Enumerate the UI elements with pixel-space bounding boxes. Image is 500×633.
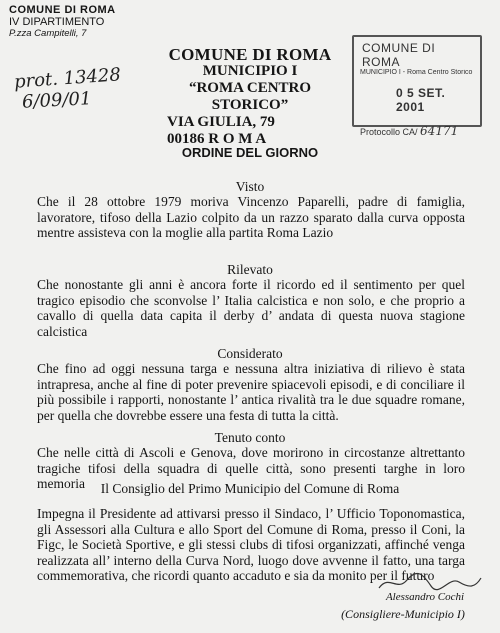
letterhead-centro-storico: “ROMA CENTRO STORICO” bbox=[188, 80, 312, 113]
resolution-text: Impegna il Presidente ad attivarsi presso il Sindaco, l’ Ufficio Toponomastica, gli Assessori alla Cultura e allo Sport del Comune di Roma, presso il Coni, la Figc, le Società Sportive, e gli stessi clubs di tifosi organizzati, affinché venga realizzata all’ interno della Curva Nord, luogo dove avvenne il fatto, una targa commemorativa, che ricordi quanto accaduto e sia da monito per il futuro bbox=[37, 506, 465, 584]
office-stamp-line3: P.zza Campitelli, 7 bbox=[9, 28, 87, 39]
office-stamp-line2: IV DIPARTIMENTO bbox=[9, 16, 105, 28]
signature-role: (Consigliere-Municipio I) bbox=[341, 607, 465, 621]
section-heading-tenuto-conto: Tenuto conto bbox=[214, 430, 286, 445]
handwritten-protocol: prot. 13428 bbox=[13, 64, 122, 93]
registration-stamp-date: 0 5 SET. 2001 bbox=[396, 86, 446, 114]
signature-name: Alessandro Cochi bbox=[385, 591, 465, 603]
registration-stamp-protocol-label: Protocollo CA/ bbox=[360, 127, 418, 137]
letterhead-city: 00186 R O M A bbox=[167, 131, 267, 147]
letterhead bbox=[155, 46, 345, 148]
section-heading-considerato: Considerato bbox=[217, 346, 283, 361]
council-line: Il Consiglio del Primo Municipio del Comune di Roma bbox=[100, 481, 400, 496]
office-stamp-line1: COMUNE DI ROMA bbox=[9, 4, 116, 16]
registration-stamp-title: COMUNE DI ROMA bbox=[362, 41, 436, 69]
document-title: ORDINE DEL GIORNO bbox=[181, 145, 319, 160]
section-text-considerato: Che fino ad oggi nessuna targa e nessuna altra iniziativa di rilievo è stata intrapresa, anche al fine di poter prevenire spiacevoli episodi, e di conciliare il più possibile i rapporti, nonostante l’ antica rivalità tra le due squadre romane, per quella che dovrebbe essere una festa di tutta la città. bbox=[37, 361, 465, 423]
registration-stamp-protocol bbox=[354, 114, 480, 138]
registration-stamp bbox=[352, 35, 482, 138]
letterhead-municipio: MUNICIPIO I bbox=[202, 63, 298, 79]
registration-stamp-protocol-number: 64171 bbox=[420, 124, 459, 138]
letterhead-address: VIA GIULIA, 79 bbox=[167, 114, 275, 130]
section-text-visto: Che il 28 ottobre 1979 moriva Vincenzo Paparelli, padre di famiglia, lavoratore, tifoso della Lazio colpito da un razzo sparato dalla curva opposta mentre assisteva con la moglie alla partita Roma Lazio bbox=[37, 194, 465, 241]
office-stamp bbox=[9, 4, 129, 40]
section-text-tenuto-conto: Che nelle città di Ascoli e Genova, dove morirono in circostanze altrettanto tragiche tifosi della squadra di quelle città, sono presenti targhe in loro memoria bbox=[37, 445, 465, 492]
letterhead-comune: COMUNE DI ROMA bbox=[168, 45, 332, 64]
section-text-rilevato: Che nonostante gli anni è ancora forte il ricordo ed il sentimento per quel tragico episodio che sconvolse l’ Italia calcistica e non solo, e che proprio a cavallo di quella data capita il derby d’ andata di questa nuova stagione calcistica bbox=[37, 277, 465, 339]
handwritten-date: 6/09/01 bbox=[21, 88, 92, 113]
section-heading-visto: Visto bbox=[235, 179, 265, 194]
registration-stamp-subtitle: MUNICIPIO I - Roma Centro Storico bbox=[360, 69, 473, 76]
section-heading-rilevato: Rilevato bbox=[227, 262, 273, 277]
